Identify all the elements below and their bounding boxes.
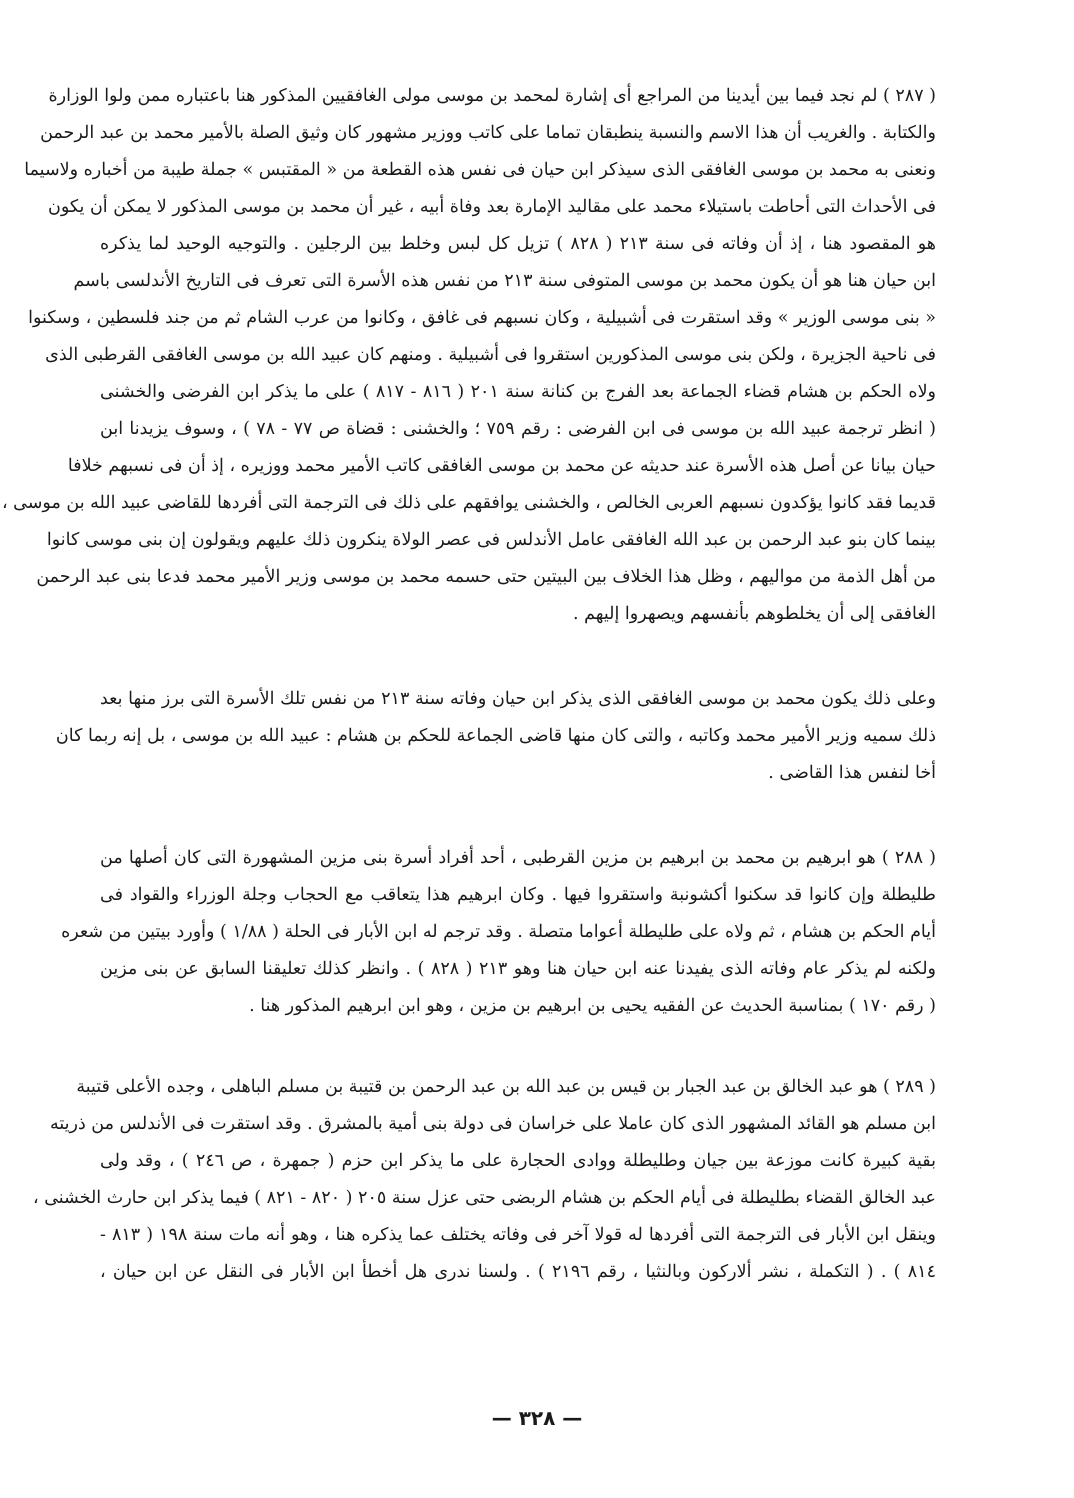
text-line: ولاه الحكم بن هشام قضاء الجماعة بعد الفرج بن كنانة سنة ٢٠١ ( ٨١٦ - ٨١٧ ) على ما يذكر ابن الفرضى والخشنى [100, 382, 937, 402]
text-line: ( ٢٨٧ ) لم نجد فيما بين أيدينا من المراجع أى إشارة لمحمد بن موسى مولى الغافقيين المذكور هنا باعتباره ممن ولوا الوزارة [48, 86, 936, 106]
text-line: ابن مسلم هو القائد المشهور الذى كان عاملا على خراسان فى دولة بنى أمية بالمشرق . وقد استقرت فى الأندلس من ذريته [49, 1114, 936, 1134]
text-line: وينقل ابن الأبار فى الترجمة التى أفردها له قولا آخر فى وفاته يختلف عما يذكره هنا ، وهو أنه مات سنة ١٩٨ ( ٨١٣ - [100, 1225, 937, 1245]
text-line: من أهل الذمة من مواليهم ، وظل هذا الخلاف بين البيتين حتى حسمه محمد بن موسى وزير الأمير محمد فدعا بنى عبد الرحمن [36, 567, 936, 587]
text-line: ٨١٤ ) . ( التكملة ، نشر ألاركون وبالنثيا ، رقم ٢١٩٦ ) . ولسنا ندرى هل أخطأ ابن الأبار فى النقل عن ابن حيان ، [100, 1262, 936, 1282]
footnote-289 [32, 1069, 937, 1291]
footnote-288 [61, 840, 937, 1025]
text-line: عبد الخالق القضاء بطليطلة فى أيام الحكم بن هشام الربضى حتى عزل سنة ٢٠٥ ( ٨٢٠ - ٨٢١ ) فيما يذكر ابن حارث الخشنى ، [32, 1188, 936, 1208]
text-line: ونعنى به محمد بن موسى الغافقى الذى سيذكر ابن حيان فى نفس هذه القطعة من « المقتبس » جملة طيبة من أخباره ولاسيما [24, 160, 936, 180]
text-line: ( ٢٨٩ ) هو عبد الخالق بن عبد الجبار بن قيس بن عبد الله بن عبد الرحمن بن قتيبة بن مسلم الباهلى ، وجده الأعلى قتيبة [76, 1077, 936, 1097]
text-line: ( رقم ١٧٠ ) بمناسبة الحديث عن الفقيه يحيى بن ابرهيم بن مزين ، وهو ابن ابرهيم المذكور هنا . [249, 996, 936, 1016]
footnote-287 [1, 78, 937, 633]
text-line: حيان بيانا عن أصل هذه الأسرة عند حديثه عن محمد بن موسى الغافقى كاتب الأمير محمد ووزيره ، إذ أن فى نسبهم خلافا [67, 456, 936, 476]
footnote-287-continued [55, 681, 936, 792]
text-line: فى ناحية الجزيرة ، ولكن بنى موسى المذكورين استقروا فى أشبيلية . ومنهم كان عبيد الله بن موسى الغافقى القرطبى الذى [45, 345, 936, 365]
text-line: ابن حيان هنا هو أن يكون محمد بن موسى المتوفى سنة ٢١٣ من نفس هذه الأسرة التى تعرف فى التاريخ الأندلسى باسم [73, 271, 936, 291]
text-line: ( انظر ترجمة عبيد الله بن موسى فى ابن الفرضى : رقم ٧٥٩ ؛ والخشنى : قضاة ص ٧٧ - ٧٨ ) ، وسوف يزيدنا ابن [100, 419, 936, 439]
text-line: « بنى موسى الوزير » وقد استقرت فى أشبيلية ، وكان نسبهم فى غافق ، وكانوا من عرب الشام ثم من جند فلسطين ، وسكنوا [28, 308, 936, 328]
text-line: والكتابة . والغريب أن هذا الاسم والنسبة ينطبقان تماما على كاتب ووزير مشهور كان وثيق الصلة بالأمير محمد بن عبد الرحمن [40, 123, 936, 143]
text-line: طليطلة وإن كانوا قد سكنوا أكشونبة واستقروا فيها . وكان ابرهيم هذا يتعاقب مع الحجاب وجلة الوزراء والقواد فى [100, 885, 936, 905]
paragraph-gap [100, 792, 936, 840]
paragraph-gap [100, 1025, 936, 1069]
text-line: أيام الحكم بن هشام ، ثم ولاه على طليطلة أعواما متصلة . وقد ترجم له ابن الأبار فى الحلة ( ١/٨٨ ) وأورد بيتين من شعره [61, 922, 936, 942]
text-line: بقية كبيرة كانت موزعة بين جيان وطليطلة ووادى الحجارة على ما يذكر ابن حزم ( جمهرة ، ص ٢٤٦ ) ، وقد ولى [100, 1151, 936, 1171]
text-line: ( ٢٨٨ ) هو ابرهيم بن محمد بن ابرهيم بن مزين القرطبى ، أحد أفراد أسرة بنى مزين المشهورة التى كان أصلها من [100, 848, 937, 868]
paragraph-gap [100, 633, 936, 681]
text-line: هو المقصود هنا ، إذ أن وفاته فى سنة ٢١٣ ( ٨٢٨ ) تزيل كل لبس وخلط بين الرجلين . والتوجيه الوحيد لما يذكره [100, 234, 936, 254]
page-number: — ٣٢٨ — [491, 1406, 583, 1430]
text-line: قديما فقد كانوا يؤكدون نسبهم العربى الخالص ، والخشنى يوافقهم على ذلك فى الترجمة التى أفردها للقاضى عبيد الله بن موسى ، [1, 493, 936, 513]
text-line: أخا لنفس هذا القاضى . [768, 763, 936, 783]
text-line: وعلى ذلك يكون محمد بن موسى الغافقى الذى يذكر ابن حيان وفاته سنة ٢١٣ من نفس تلك الأسرة التى برز منها بعد [100, 689, 936, 709]
text-line: فى الأحداث التى أحاطت باستيلاء محمد على مقاليد الإمارة بعد وفاة أبيه ، غير أن محمد بن موسى المذكور لا يمكن أن يكون [47, 197, 936, 217]
text-line: بينما كان بنو عبد الرحمن بن عبد الله الغافقى عامل الأندلس فى عصر الولاة ينكرون ذلك عليهم ويقولون إن بنى موسى كانوا [46, 530, 936, 550]
text-line: الغافقى إلى أن يخلطوهم بأنفسهم ويصهروا إليهم . [573, 604, 936, 624]
text-line: ذلك سميه وزير الأمير محمد وكاتبه ، والتى كان منها قاضى الجماعة للحكم بن هشام : عبيد الله بن موسى ، بل إنه ربما كان [55, 726, 936, 746]
page-body [1, 78, 937, 1291]
text-line: ولكنه لم يذكر عام وفاته الذى يفيدنا عنه ابن حيان هنا وهو ٢١٣ ( ٨٢٨ ) . وانظر كذلك تعليقنا السابق عن بنى مزين [100, 959, 936, 979]
